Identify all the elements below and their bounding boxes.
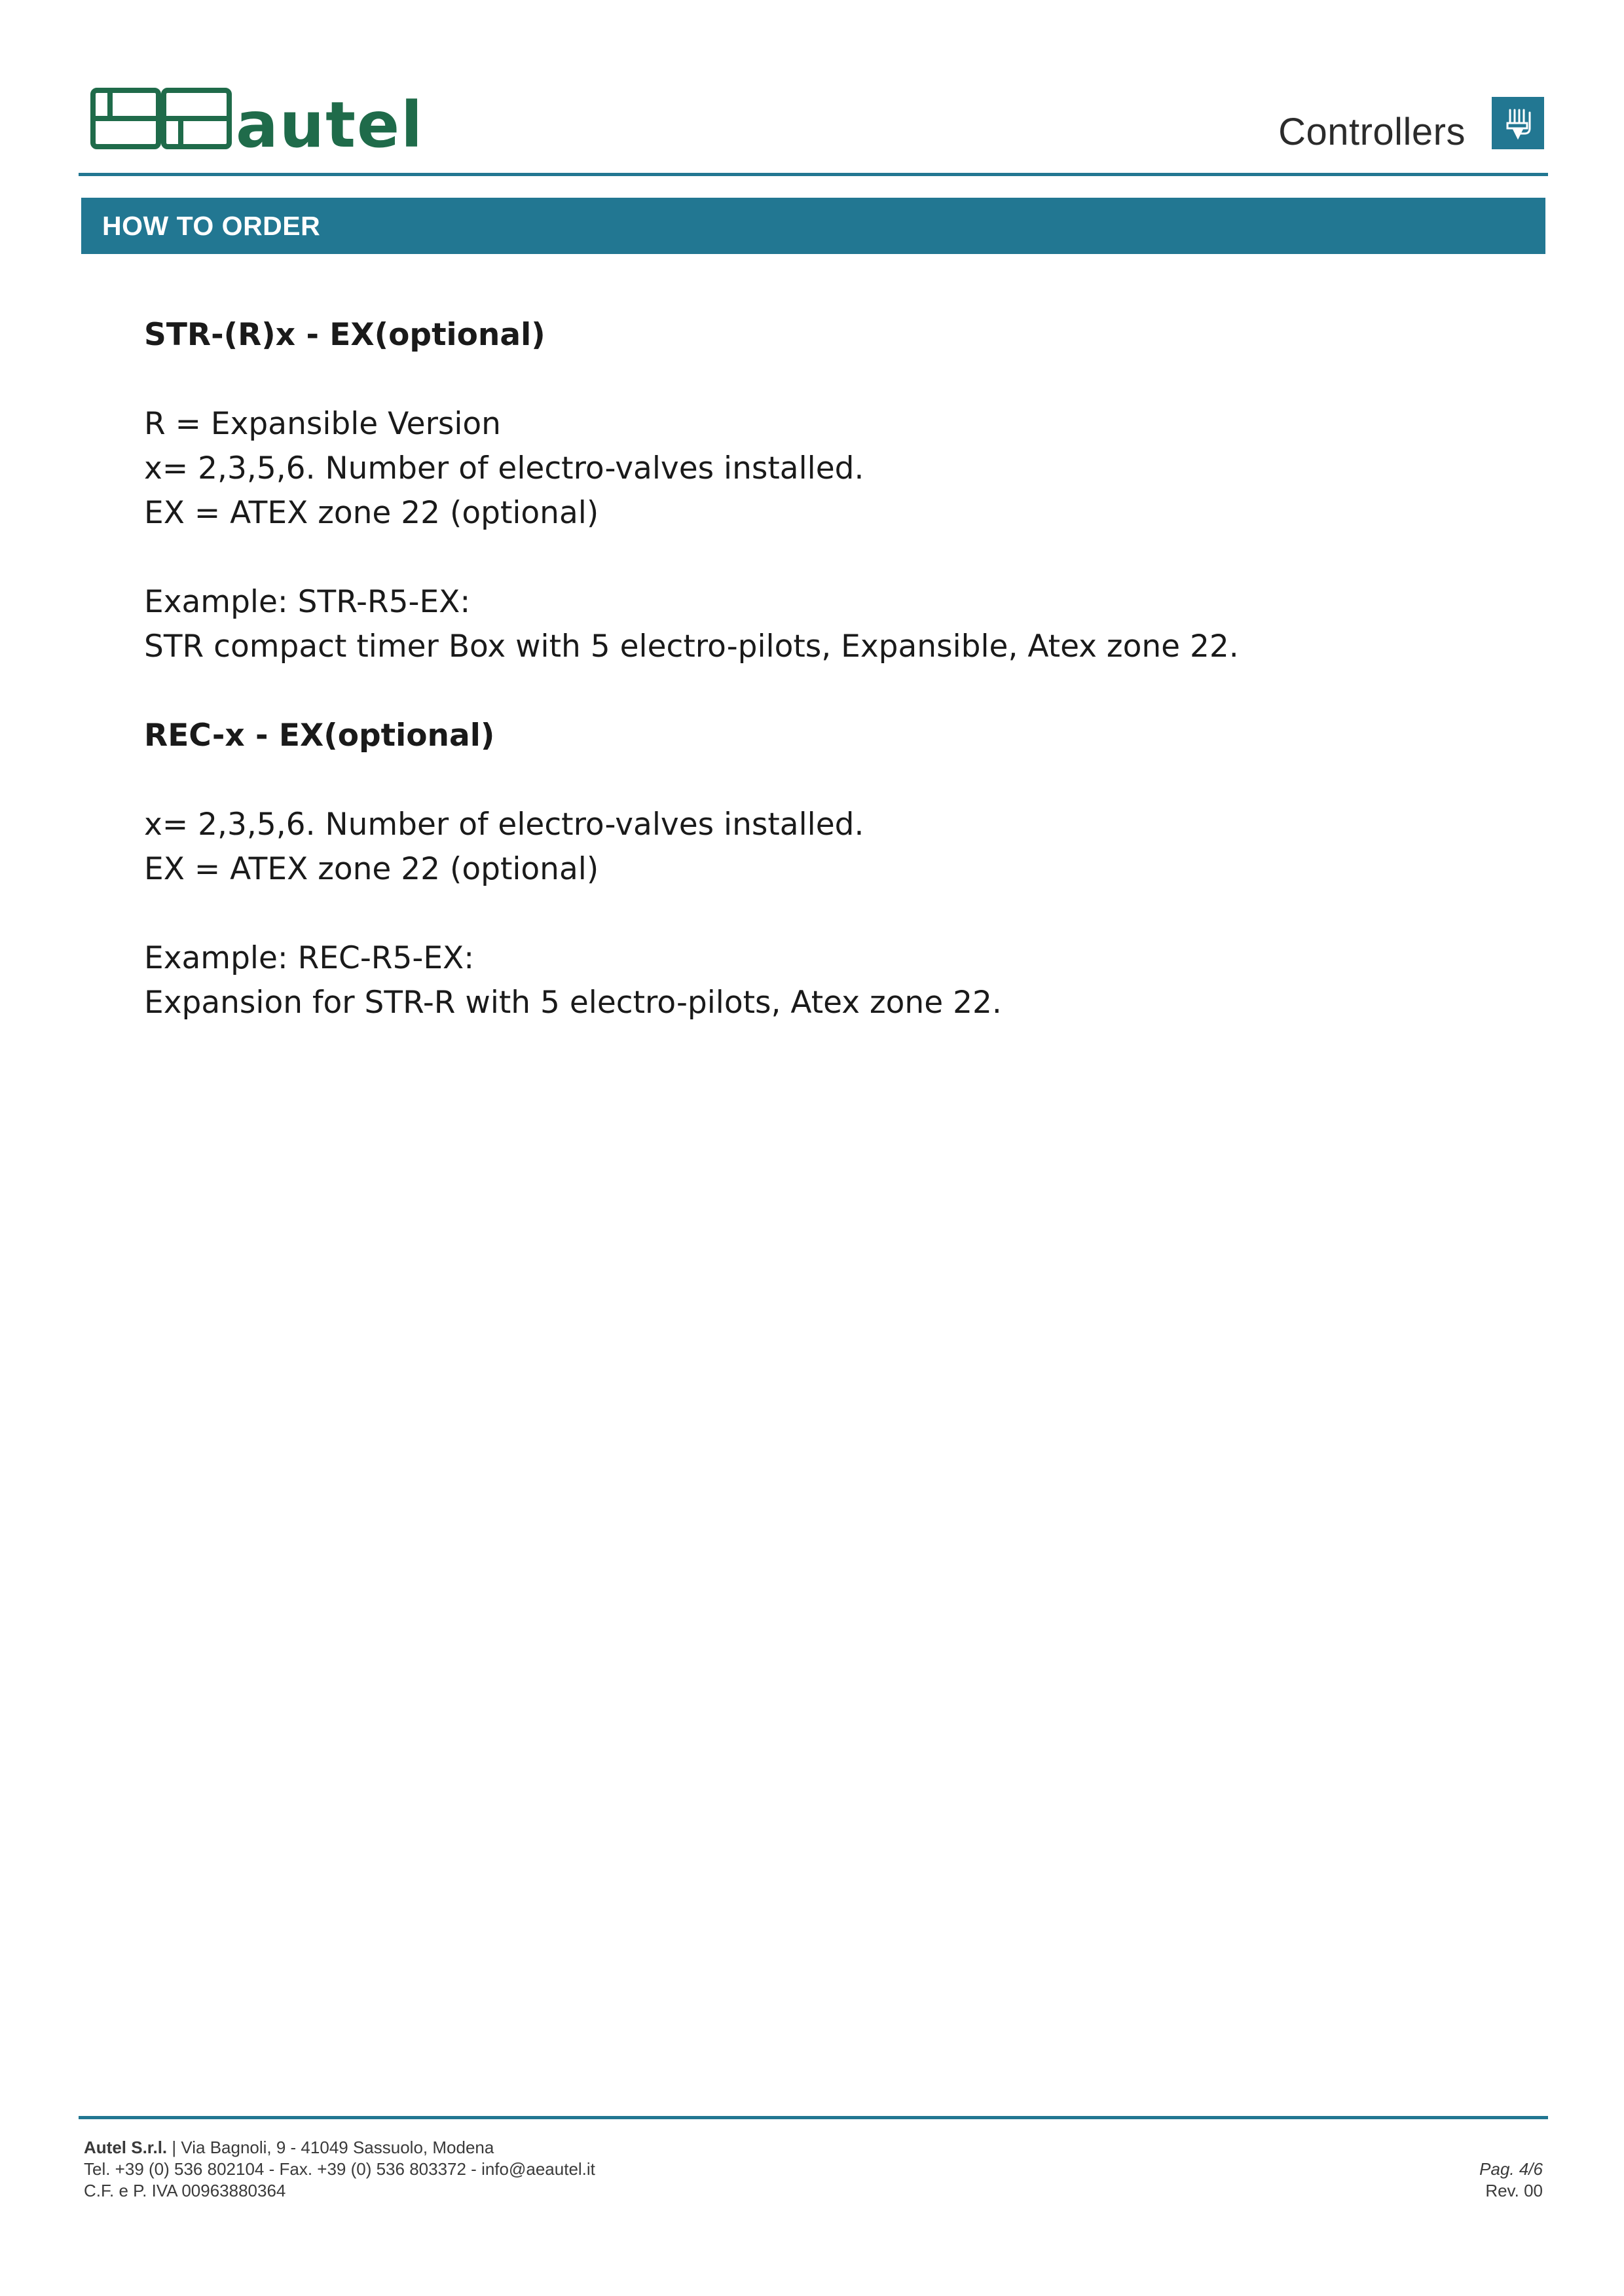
rec-line: EX = ATEX zone 22 (optional) bbox=[144, 851, 599, 887]
rec-heading: REC-x - EX(optional) bbox=[144, 718, 495, 754]
footer-divider bbox=[79, 2116, 1548, 2119]
str-example-text: STR compact timer Box with 5 electro-pilots, Expansible, Atex zone 22. bbox=[144, 629, 1239, 665]
str-line: R = Expansible Version bbox=[144, 406, 501, 442]
str-heading: STR-(R)x - EX(optional) bbox=[144, 317, 545, 353]
page-number: Pag. 4/6 bbox=[1479, 2159, 1543, 2179]
dust-filter-icon bbox=[1492, 97, 1544, 149]
str-line: EX = ATEX zone 22 (optional) bbox=[144, 495, 599, 531]
rec-example-label: Example: REC-R5-EX: bbox=[144, 940, 475, 976]
section-title: HOW TO ORDER bbox=[102, 211, 321, 241]
str-line: x= 2,3,5,6. Number of electro-valves installed. bbox=[144, 450, 864, 486]
company-name: Autel S.r.l. bbox=[84, 2138, 168, 2157]
header-divider bbox=[79, 173, 1548, 176]
page-title: Controllers bbox=[1278, 111, 1466, 153]
section-header bbox=[81, 198, 1545, 254]
order-codes bbox=[144, 313, 1454, 1025]
footer-company-info bbox=[84, 2137, 595, 2202]
rec-line: x= 2,3,5,6. Number of electro-valves installed. bbox=[144, 807, 864, 843]
svg-text:autel: autel bbox=[236, 88, 424, 152]
company-vat: C.F. e P. IVA 00963880364 bbox=[84, 2181, 286, 2200]
company-contacts: Tel. +39 (0) 536 802104 - Fax. +39 (0) 536 803372 - info@aeautel.it bbox=[84, 2159, 595, 2179]
autel-logo bbox=[90, 86, 444, 152]
rec-example-text: Expansion for STR-R with 5 electro-pilots, Atex zone 22. bbox=[144, 985, 1002, 1021]
str-example-label: Example: STR-R5-EX: bbox=[144, 584, 471, 620]
company-address: | Via Bagnoli, 9 - 41049 Sassuolo, Modena bbox=[167, 2138, 494, 2157]
footer-page-info bbox=[1479, 2159, 1543, 2202]
revision: Rev. 00 bbox=[1485, 2181, 1543, 2200]
